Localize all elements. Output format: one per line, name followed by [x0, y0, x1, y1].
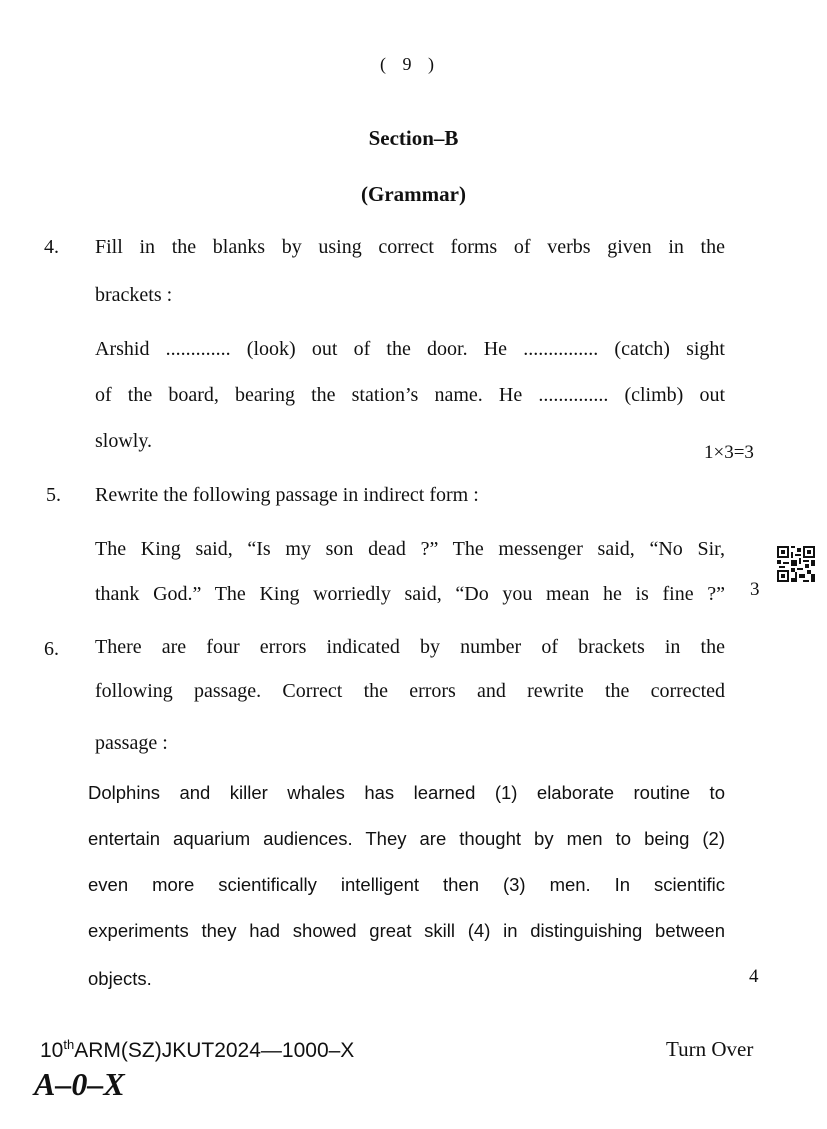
paper-code-superscript: th: [63, 1037, 75, 1052]
series-code: A–0–X: [34, 1066, 125, 1102]
subsection-title: (Grammar): [361, 182, 466, 206]
question-4-line-3: Arshid ............. (look) out of the door. He ............... (catch) sight: [95, 338, 725, 360]
turn-over-label: Turn Over: [666, 1037, 754, 1061]
question-4-line-4: of the board, bearing the station’s name. He .............. (climb) out: [95, 384, 725, 406]
paper-code-rest: ARM(SZ)JKUT2024—1000–X: [74, 1039, 355, 1062]
question-4-line-5: slowly.: [95, 430, 153, 452]
question-4-line-2: brackets :: [95, 284, 173, 306]
paper-code: [40, 1037, 354, 1063]
question-4-number: 4.: [44, 236, 59, 258]
passage-line-1: Dolphins and killer whales has learned (1) elaborate routine to: [88, 782, 725, 803]
question-5-marks: 3: [750, 579, 760, 600]
qr-code-icon: [777, 546, 815, 582]
passage-line-2: entertain aquarium audiences. They are thought by men to being (2): [88, 828, 725, 849]
passage-line-5: objects.: [88, 968, 152, 989]
question-6-line-1: There are four errors indicated by number of brackets in the: [95, 636, 725, 658]
question-5-line-3: thank God.” The King worriedly said, “Do you mean he is fine ?”: [95, 583, 725, 605]
question-4-line-1: Fill in the blanks by using correct forms of verbs given in the: [95, 236, 725, 258]
question-6-line-3: passage :: [95, 732, 168, 754]
question-6-number: 6.: [44, 638, 59, 660]
question-6-marks: 4: [749, 966, 759, 987]
paper-code-prefix: 10: [40, 1039, 64, 1062]
question-6-line-2: following passage. Correct the errors and rewrite the corrected: [95, 680, 725, 702]
question-5-number: 5.: [46, 484, 61, 506]
question-5-line-2: The King said, “Is my son dead ?” The messenger said, “No Sir,: [95, 538, 725, 560]
question-5-line-1: Rewrite the following passage in indirect form :: [95, 484, 479, 506]
question-4-marks: 1×3=3: [704, 442, 754, 463]
passage-line-3: even more scientifically intelligent then (3) men. In scientific: [88, 874, 725, 895]
section-title: Section–B: [368, 126, 459, 150]
passage-line-4: experiments they had showed great skill (4) in distinguishing between: [88, 920, 725, 941]
page-number: ( 9 ): [380, 54, 440, 74]
